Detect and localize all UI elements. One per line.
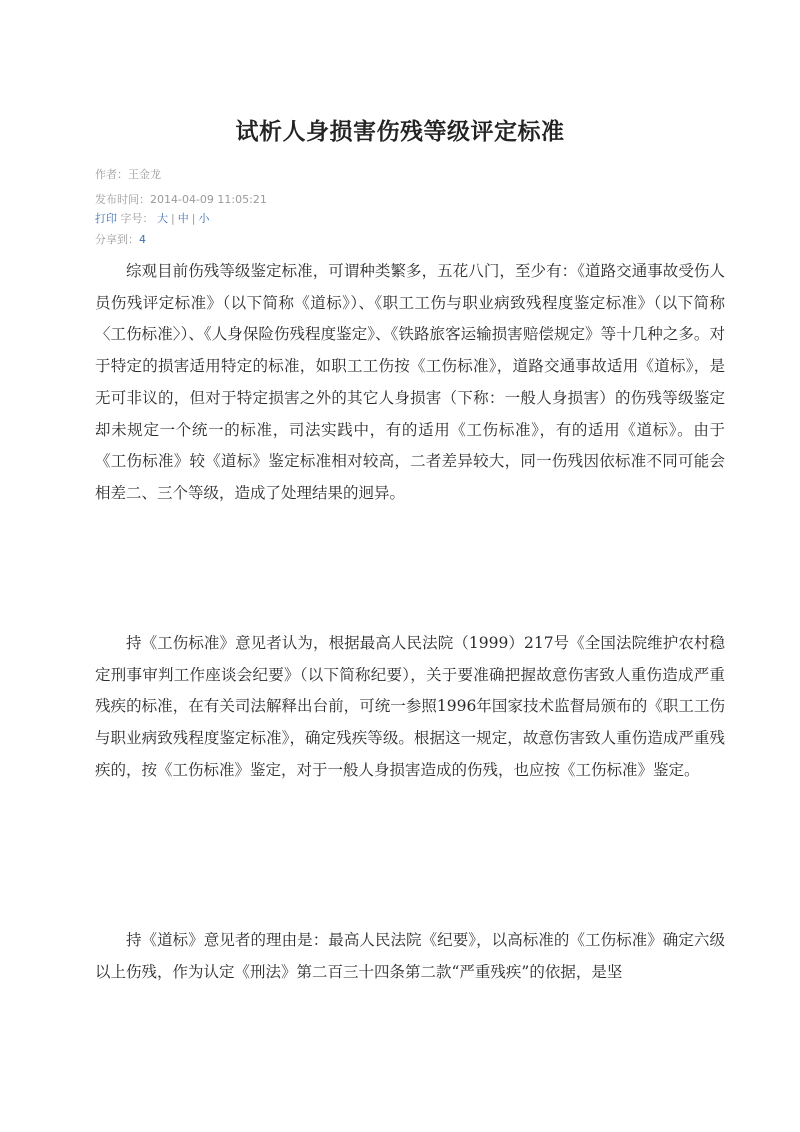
body-paragraph: 综观目前伤残等级鉴定标准，可谓种类繁多，五花八门，至少有：《道路交通事故受伤人员伤残评定标准》（以下简称《道标》）、《职工工伤与职业病致残程度鉴定标准》（以下简称〈工伤标准〉）、《人身保险伤残程度鉴定》、《铁路旅客运输损害赔偿规定》等十几种之多。对于特定的损害适用特定的标准，如职工工伤按《工伤标准》，道路交通事故适用《道标》，是无可非议的，但对于特定损害之外的其它人身损害（下称：一般人身损害）的伤残等级鉴定却未规定一个统一的标准，司法实践中，有的适用《工伤标准》，有的适用《道标》。由于《工伤标准》较《道标》鉴定标准相对较高，二者差异较大，同一伤残因依标准不同可能会相差二、三个等级，造成了处理结果的迥异。: [95, 262, 725, 502]
body-paragraph: 持《道标》意见者的理由是：最高人民法院《纪要》，以高标准的《工伤标准》确定六级以上伤残，作为认定《刑法》第二百三十四条第二款“严重残疾”的依据，是坚: [95, 931, 725, 981]
share-line: [95, 233, 146, 247]
separator: |: [191, 212, 196, 225]
publish-date-value: 2014-04-09 11:05:21: [150, 193, 267, 206]
print-link[interactable]: 打印: [95, 212, 117, 225]
font-large-link[interactable]: 大: [157, 212, 168, 225]
share-count[interactable]: 4: [139, 233, 146, 246]
publish-date-label: 发布时间：: [95, 193, 150, 206]
font-medium-link[interactable]: 中: [177, 212, 189, 225]
font-small-link[interactable]: 小: [198, 212, 210, 225]
publish-date-line: [95, 193, 267, 207]
author-line: 作者：王金龙: [95, 168, 161, 181]
font-size-label: 字号：: [120, 212, 154, 225]
share-label: 分享到：: [95, 233, 139, 246]
separator: |: [171, 212, 175, 225]
body-paragraph: 持《工伤标准》意见者认为，根据最高人民法院（1999）217号《全国法院维护农村稳定刑事审判工作座谈会纪要》（以下简称纪要），关于要准确把握故意伤害致人重伤造成严重残疾的标准，在有关司法解释出台前，可统一参照1996年国家技术监督局颁布的《职工工伤与职业病致残程度鉴定标准》，确定残疾等级。根据这一规定，故意伤害致人重伤造成严重残疾的，按《工伤标准》鉴定，对于一般人身损害造成的伤残，也应按《工伤标准》鉴定。: [95, 634, 725, 779]
article-title: 试析人身损害伤残等级评定标准: [235, 119, 565, 145]
print-font-toolbar: [95, 212, 209, 226]
